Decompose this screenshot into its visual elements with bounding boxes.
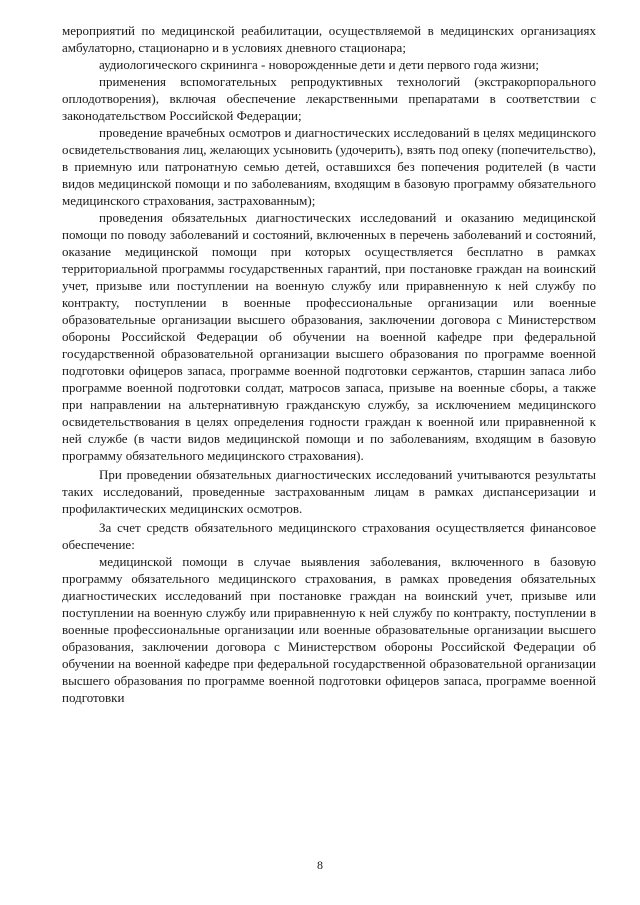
paragraph-military-diagnostics: проведения обязательных диагностических исследований и оказанию медицинской помощи по поводу заболеваний и состояний, включенных в перечень заболеваний и состояний, оказание медицинской помощи при которых осуществляется бесплатно в рамках территориальной программы государственных гарантий, при постановке граждан на воинский учет, призыве или поступлении на военную службу или приравненную к ней службу по контракту, поступлении в военные профессиональные организации или военные образовательные организации высшего образования, заключении договора с Министерством обороны Российской Федерации об обучении на военной кафедре при федеральной государственной образовательной организации высшего образования по программе военной подготовки офицеров запаса, программе военной подготовки сержантов, старшин запаса либо программе военной подготовки солдат, матросов запаса, призыве на военные сборы, а также при направлении на альтернативную гражданскую службу, за исключением медицинского освидетельствования в целях определения годности граждан к военной или приравненной к ней службе (в части видов медицинской помощи и по заболеваниям, входящим в базовую программу обязательного медицинского страхования). <box>62 210 596 463</box>
paragraph-rehabilitation: мероприятий по медицинской реабилитации, осуществляемой в медицинских организациях амбулаторно, стационарно и в условиях дневного стационара; <box>62 23 596 55</box>
paragraph-adoption-examinations: проведение врачебных осмотров и диагностических исследований в целях медицинского освидетельствования лиц, желающих усыновить (удочерить), взять под опеку (попечительство), в приемную или патронатную семью детей, оставшихся без попечения родителей (в части видов медицинской помощи и по заболеваниям, входящим в базовую программу обязательного медицинского страхования, застрахованным); <box>62 125 596 208</box>
paragraph-diagnostic-results: При проведении обязательных диагностических исследований учитываются результаты таких исследований, проведенные застрахованным лицам в рамках диспансеризации и профилактических медицинских осмотров. <box>62 467 596 516</box>
paragraph-audiology-screening: аудиологического скрининга - новорожденные дети и дети первого года жизни; <box>99 57 540 72</box>
document-page <box>62 22 596 706</box>
paragraph-oms-financing: За счет средств обязательного медицинского страхования осуществляется финансовое обеспечение: <box>62 520 596 552</box>
page-number: 8 <box>317 858 323 872</box>
paragraph-medical-assistance: медицинской помощи в случае выявления заболевания, включенного в базовую программу обязательного медицинского страхования, в рамках проведения обязательных диагностических исследований при постановке граждан на воинский учет, призыве или поступлении на военную службу или приравненную к ней службу по контракту, поступлении в военные профессиональные организации или военные образовательные организации высшего образования, заключении договора с Министерством обороны Российской Федерации об обучении на военной кафедре при федеральной государственной образовательной организации высшего образования по программе военной подготовки офицеров запаса, программе военной подготовки <box>62 554 596 705</box>
paragraph-reproductive-technologies: применения вспомогательных репродуктивных технологий (экстракорпорального оплодотворения), включая обеспечение лекарственными препаратами в соответствии с законодательством Российской Федерации; <box>62 74 596 123</box>
